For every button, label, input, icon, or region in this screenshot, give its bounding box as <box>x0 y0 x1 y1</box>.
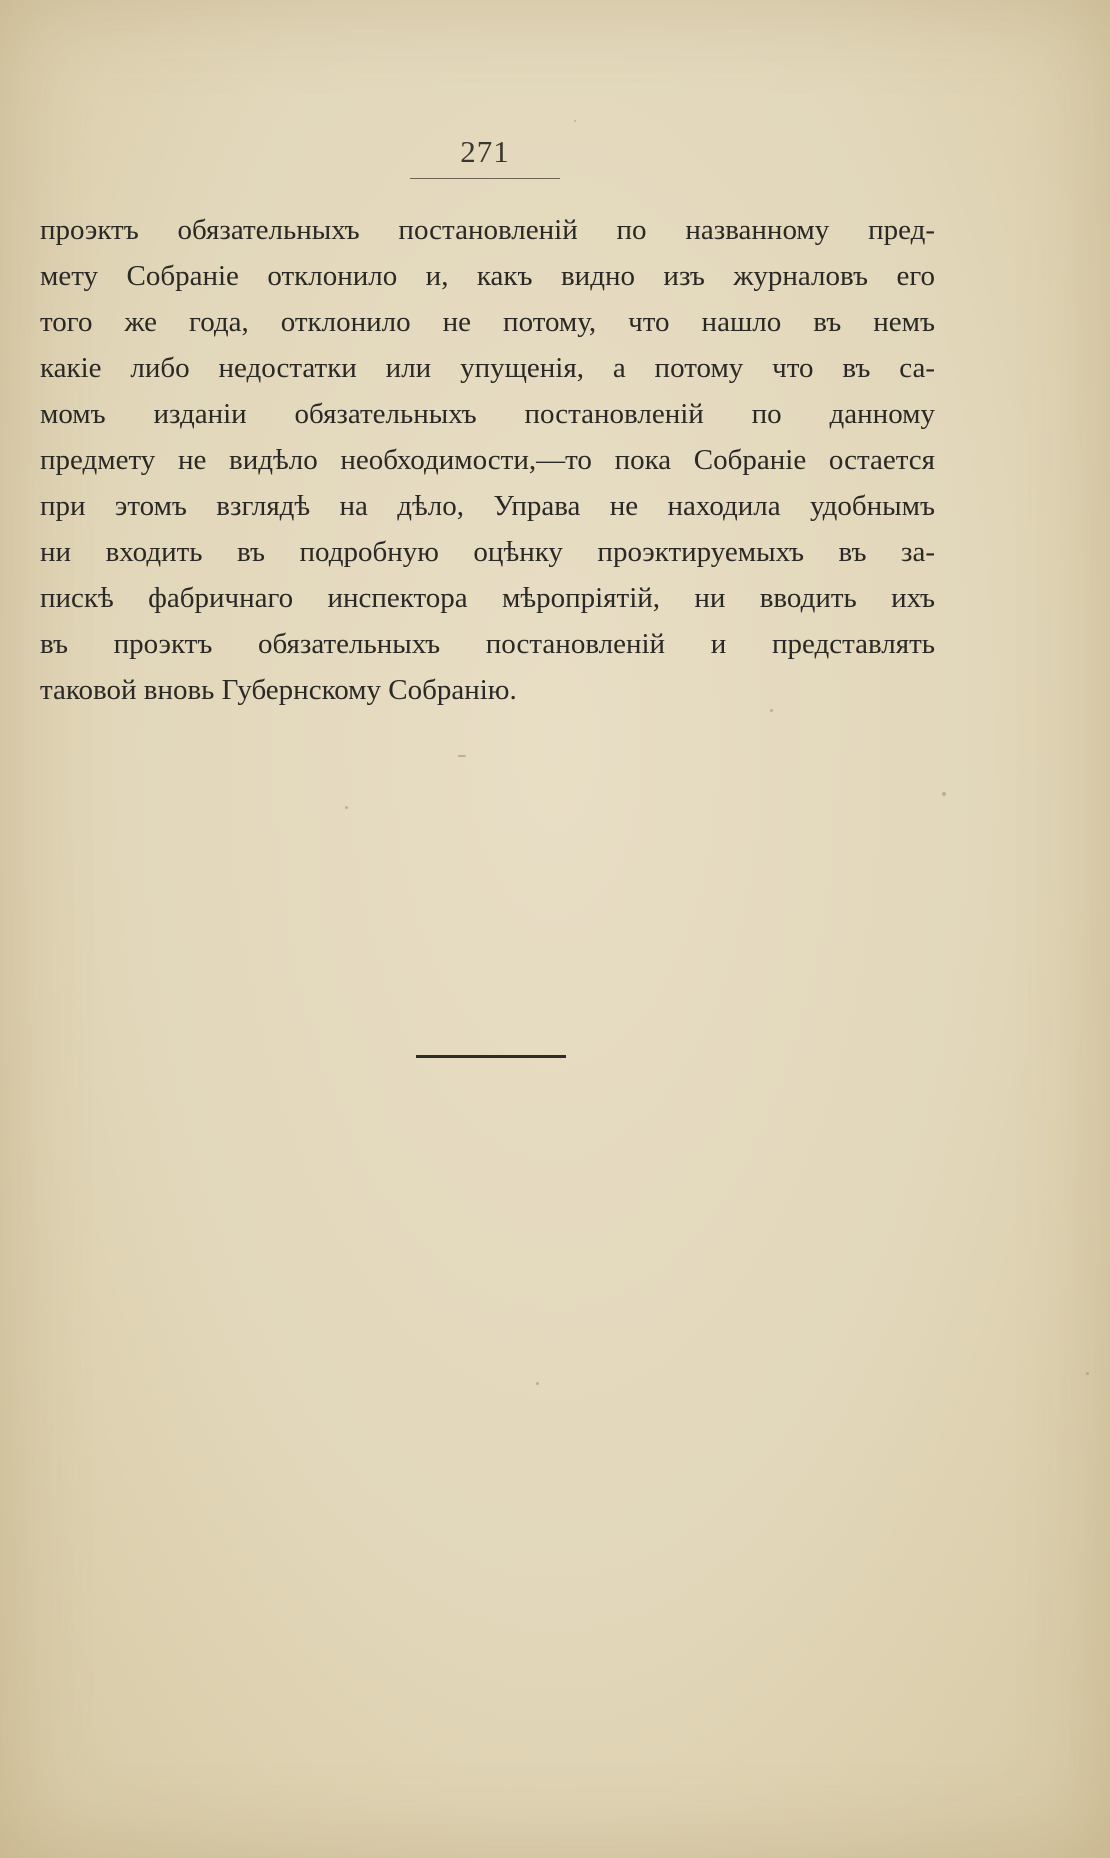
paper-speck <box>1086 1372 1089 1375</box>
section-end-rule <box>416 1055 566 1058</box>
text-line: момъ изданіи обязательныхъ постановленій по данному <box>40 398 935 430</box>
text-line: того же года, отклонило не потому, что нашло въ немъ <box>40 306 935 338</box>
text-line: какіе либо недостатки или упущенія, а потому что въ са- <box>40 352 935 384</box>
text-line: при этомъ взглядѣ на дѣло, Управа не находила удобнымъ <box>40 490 935 522</box>
page-number-underline <box>410 178 560 179</box>
body-paragraph <box>40 207 935 713</box>
text-line: ни входить въ подробную оцѣнку проэктируемыхъ въ за- <box>40 536 935 568</box>
text-line: предмету не видѣло необходимости,—то пока Собраніе остается <box>40 444 935 476</box>
paper-speck <box>458 755 466 757</box>
paper-speck <box>536 1382 539 1385</box>
page-number: 271 <box>460 134 510 169</box>
paper-speck <box>942 792 946 796</box>
paper-speck <box>574 120 576 122</box>
text-line: пискѣ фабричнаго инспектора мѣропріятій, ни вводить ихъ <box>40 582 935 614</box>
paper-speck <box>345 806 348 809</box>
text-line: таковой вновь Губернскому Собранію. <box>40 674 517 706</box>
text-line: въ проэктъ обязательныхъ постановленій и представлять <box>40 628 935 660</box>
text-line: проэктъ обязательныхъ постановленій по названному пред- <box>40 214 935 246</box>
paper-speck <box>770 709 773 712</box>
text-line: мету Собраніе отклонило и, какъ видно изъ журналовъ его <box>40 260 935 292</box>
